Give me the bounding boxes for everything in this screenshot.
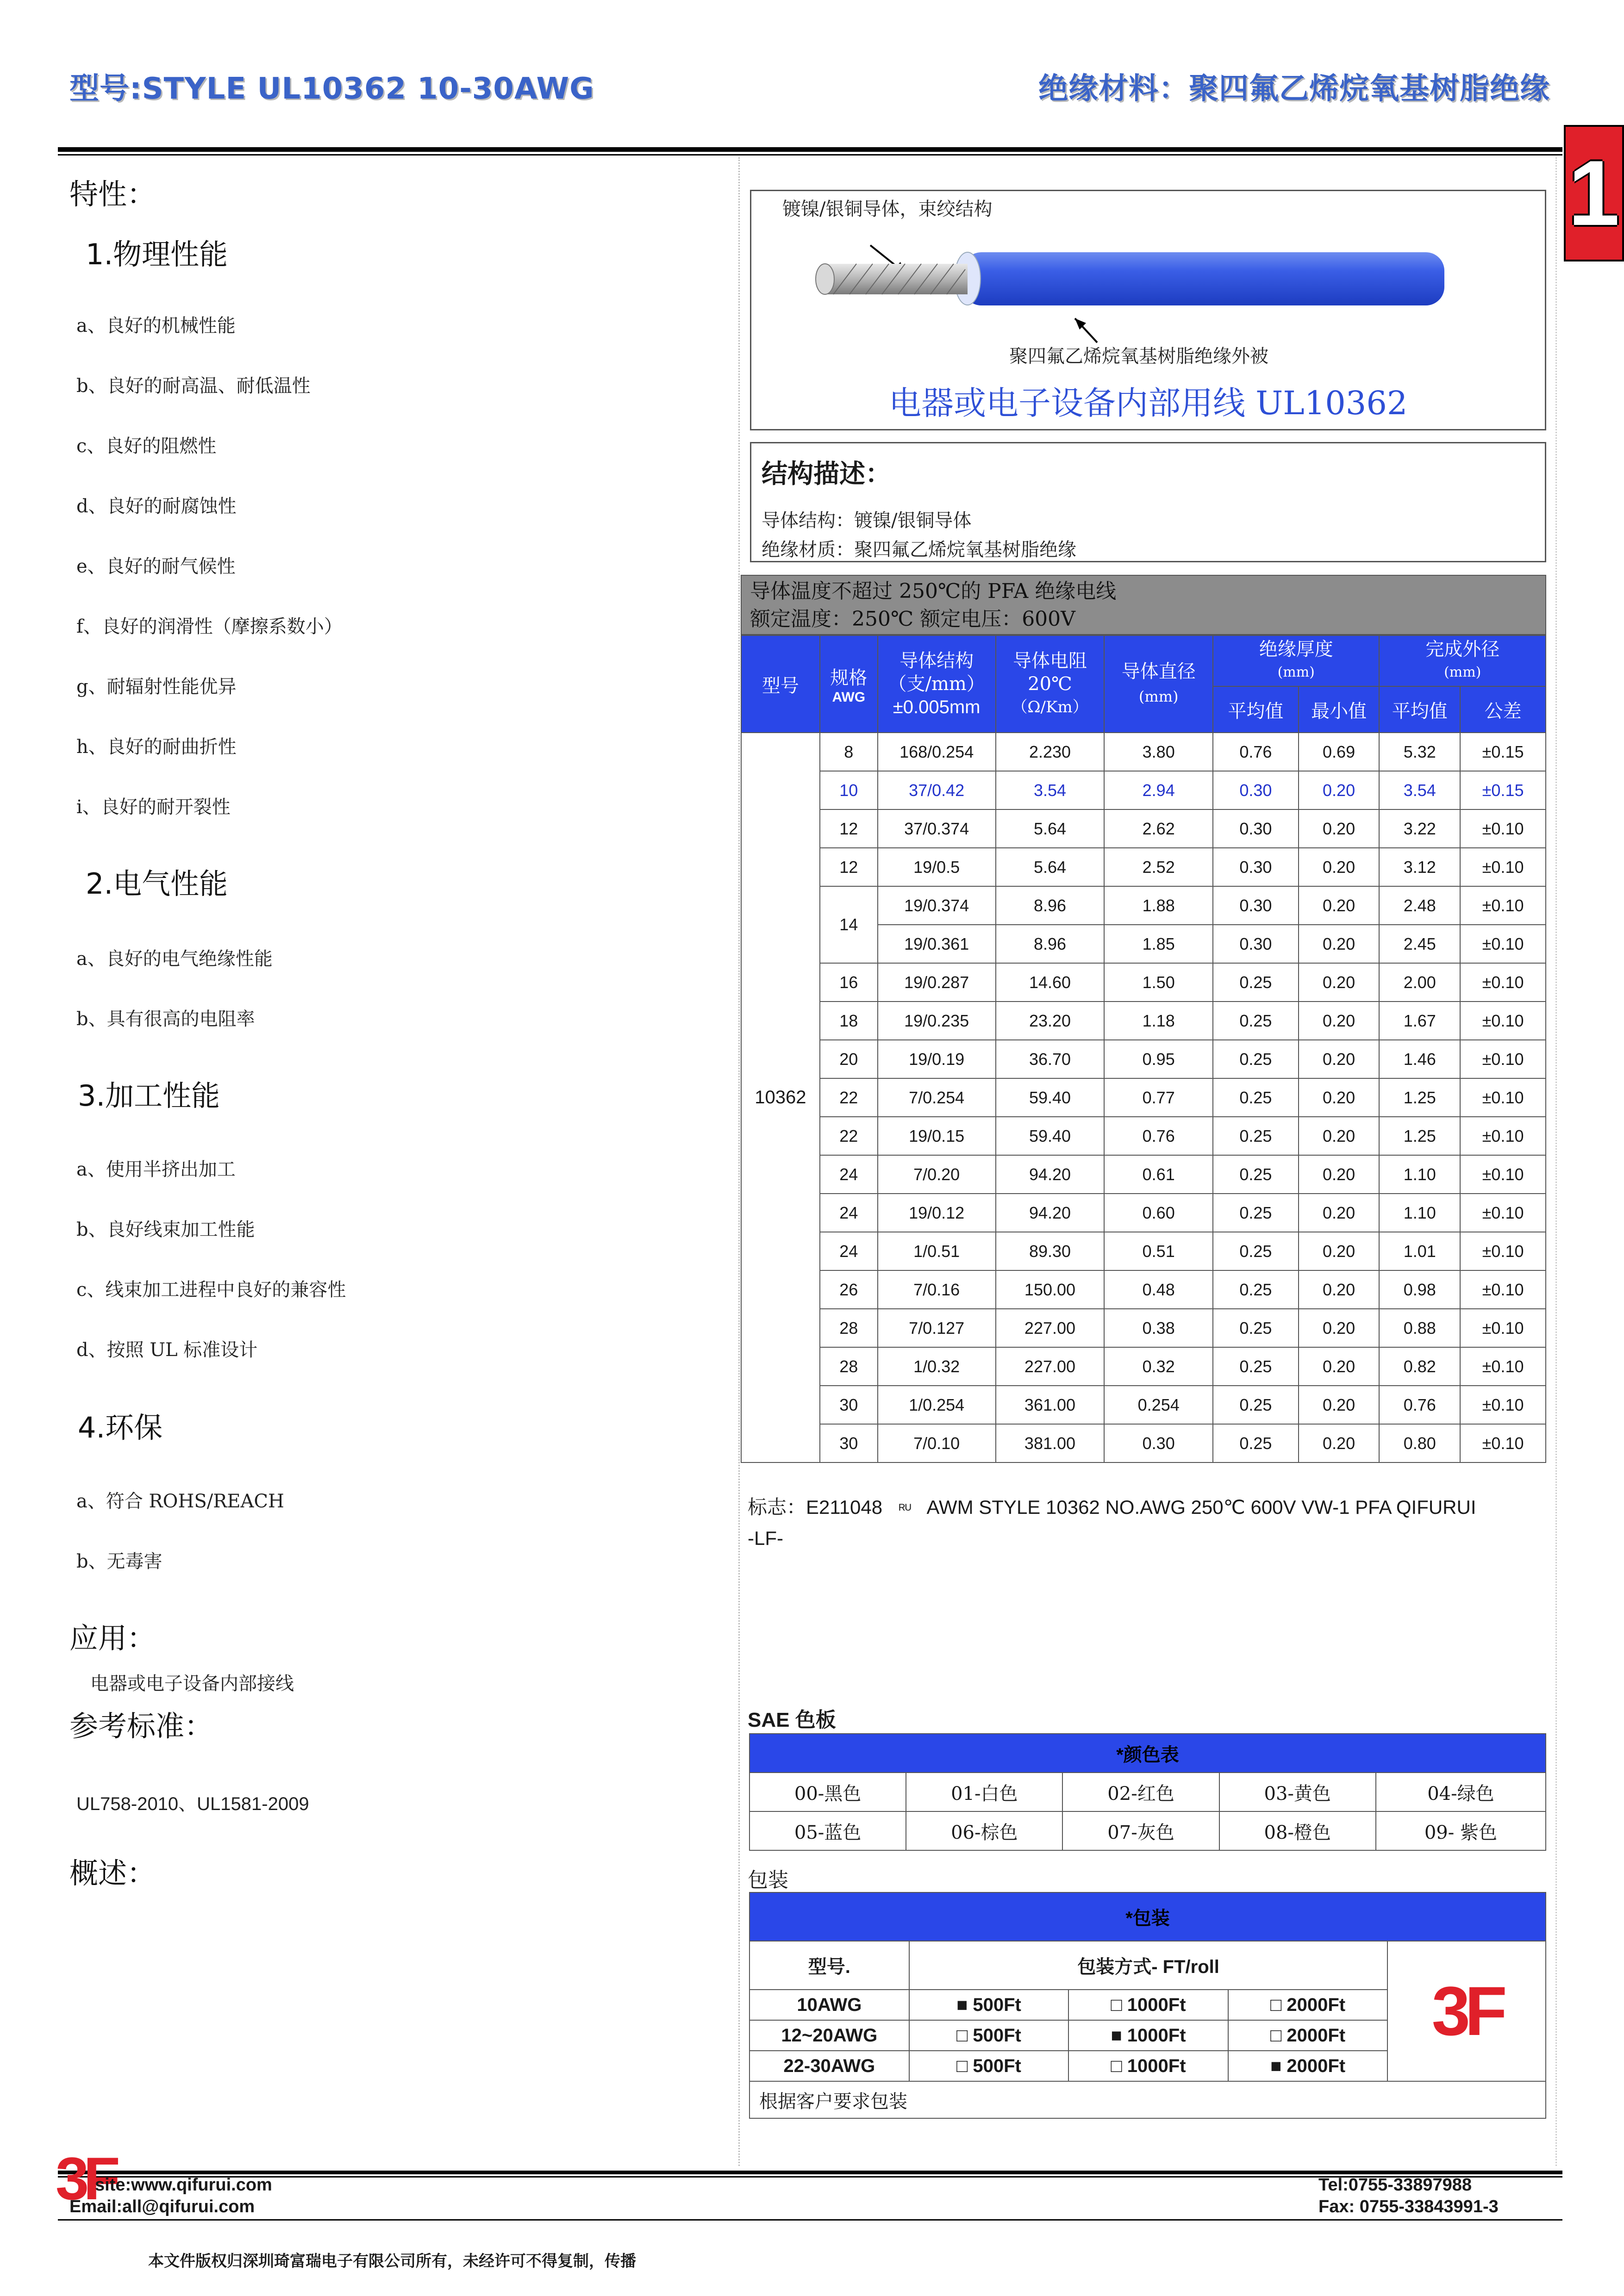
spec-cell: 0.25 <box>1213 1309 1299 1347</box>
list-item: a、符合 ROHS/REACH <box>76 1491 284 1512</box>
diagram-caption: 电器或电子设备内部用线 UL10362 <box>889 384 1408 422</box>
spec-table <box>741 635 1546 1463</box>
packaging-option: □ 500Ft <box>909 2051 1069 2081</box>
spec-cell: ±0.10 <box>1460 1309 1546 1347</box>
spec-cell: 168/0.254 <box>878 733 996 771</box>
list-item: b、良好线束加工性能 <box>76 1219 255 1240</box>
spec-cell: 0.30 <box>1213 809 1299 848</box>
spec-cell: 227.00 <box>996 1309 1105 1347</box>
page-number: 1 <box>1568 141 1620 245</box>
table-row <box>741 1194 1546 1232</box>
spec-cell: 94.20 <box>996 1155 1105 1194</box>
gauge-cell: 20 <box>820 1040 878 1078</box>
gauge-cell: 24 <box>820 1194 878 1232</box>
table-row <box>741 733 1546 771</box>
list-item: i、良好的耐开裂性 <box>76 796 231 818</box>
color-cell: 01-白色 <box>906 1773 1062 1811</box>
structure-heading: 结构描述： <box>762 459 891 489</box>
spec-cell: 0.25 <box>1213 1194 1299 1232</box>
spec-cell: ±0.10 <box>1460 1002 1546 1040</box>
spec-cell: 0.25 <box>1213 1040 1299 1078</box>
spec-cell: 361.00 <box>996 1386 1105 1424</box>
spec-cell: 0.98 <box>1379 1270 1460 1309</box>
footer-site[interactable]: site:www.qifurui.com <box>95 2175 272 2195</box>
spec-cell: 0.30 <box>1213 925 1299 963</box>
gauge-cell: 12 <box>820 848 878 886</box>
col-outer-diameter: 完成外径 (mm) <box>1379 635 1546 686</box>
application-heading: 应用： <box>69 1621 156 1655</box>
spec-banner-line2: 额定温度：250℃ 额定电压：600V <box>750 607 1075 631</box>
spec-cell: 0.20 <box>1299 1424 1380 1462</box>
spec-cell: 1.67 <box>1379 1002 1460 1040</box>
gauge-cell: 26 <box>820 1270 878 1309</box>
spec-cell: 2.00 <box>1379 963 1460 1002</box>
spec-cell: 0.20 <box>1299 1232 1380 1270</box>
right-edge-divider <box>1555 157 1557 2166</box>
page-number-badge <box>1564 125 1624 261</box>
color-cell: 03-黄色 <box>1219 1773 1376 1811</box>
table-row <box>741 1040 1546 1078</box>
spec-cell: 3.54 <box>1379 771 1460 809</box>
spec-cell: 37/0.374 <box>878 809 996 848</box>
cable-insulation <box>963 252 1444 305</box>
packaging-option: ■ 1000Ft <box>1068 2020 1228 2051</box>
spec-cell: 59.40 <box>996 1078 1105 1117</box>
gauge-cell: 30 <box>820 1386 878 1424</box>
spec-cell: 19/0.235 <box>878 1002 996 1040</box>
color-table <box>749 1733 1546 1851</box>
col-gauge: 规格 AWG <box>820 635 878 733</box>
spec-cell: 1.46 <box>1379 1040 1460 1078</box>
spec-cell: 7/0.10 <box>878 1424 996 1462</box>
footer-fax: Fax: 0755-33843991-3 <box>1318 2197 1499 2216</box>
spec-cell: 0.20 <box>1299 1194 1380 1232</box>
table-row <box>750 1773 1546 1811</box>
spec-cell: 7/0.254 <box>878 1078 996 1117</box>
conductor-label: 镀镍/银铜导体，束绞结构 <box>782 199 993 220</box>
packaging-col-model: 型号. <box>750 1941 909 1990</box>
table-row <box>741 1078 1546 1117</box>
packaging-option: □ 500Ft <box>909 2020 1069 2051</box>
color-cell: 02-红色 <box>1062 1773 1219 1811</box>
col-resistance: 导体电阻 20℃ （Ω/Km） <box>996 635 1105 733</box>
list-item: b、良好的耐高温、耐低温性 <box>76 375 311 397</box>
spec-cell: 94.20 <box>996 1194 1105 1232</box>
spec-cell: 0.20 <box>1299 1386 1380 1424</box>
spec-cell: 0.32 <box>1104 1347 1213 1386</box>
header-rule-thin <box>58 154 1562 156</box>
table-row <box>741 1386 1546 1424</box>
packaging-option: □ 1000Ft <box>1068 1990 1228 2020</box>
section-processing-title: 3.加工性能 <box>78 1079 220 1113</box>
spec-cell: 19/0.5 <box>878 848 996 886</box>
spec-banner <box>741 575 1546 635</box>
header-rule <box>58 147 1562 152</box>
spec-cell: 0.80 <box>1379 1424 1460 1462</box>
spec-cell: 0.20 <box>1299 1117 1380 1155</box>
table-row <box>741 1155 1546 1194</box>
spec-cell: 0.76 <box>1379 1386 1460 1424</box>
list-item: f、良好的润滑性（摩擦系数小） <box>76 616 343 637</box>
spec-cell: 0.48 <box>1104 1270 1213 1309</box>
column-divider <box>738 157 740 2166</box>
spec-cell: ±0.10 <box>1460 886 1546 925</box>
spec-cell: ±0.15 <box>1460 733 1546 771</box>
list-item: a、使用半挤出加工 <box>76 1159 236 1180</box>
col-ins-thickness: 绝缘厚度 (mm) <box>1213 635 1379 686</box>
spec-cell: ±0.10 <box>1460 809 1546 848</box>
footer-tel: Tel:0755-33897988 <box>1318 2175 1472 2195</box>
color-cell: 06-棕色 <box>906 1811 1062 1850</box>
features-heading: 特性： <box>69 177 156 211</box>
spec-cell: 5.64 <box>996 848 1105 886</box>
color-cell: 09- 紫色 <box>1376 1811 1546 1850</box>
spec-cell: 5.32 <box>1379 733 1460 771</box>
section-eco-title: 4.环保 <box>78 1411 163 1444</box>
spec-cell: 2.52 <box>1104 848 1213 886</box>
spec-cell: 2.230 <box>996 733 1105 771</box>
table-row <box>741 1424 1546 1462</box>
packaging-table <box>749 1892 1546 2119</box>
spec-cell: 0.76 <box>1104 1117 1213 1155</box>
spec-cell: 0.25 <box>1213 1002 1299 1040</box>
packaging-logo-cell <box>1387 1941 1546 2081</box>
spec-cell: 1.10 <box>1379 1155 1460 1194</box>
packaging-option: □ 2000Ft <box>1228 2020 1388 2051</box>
spec-cell: 0.20 <box>1299 886 1380 925</box>
spec-cell: ±0.10 <box>1460 1347 1546 1386</box>
packaging-model: 22-30AWG <box>750 2051 909 2081</box>
table-row <box>741 771 1546 809</box>
table-row <box>741 1232 1546 1270</box>
list-item: c、线束加工进程中良好的兼容性 <box>76 1279 346 1300</box>
spec-cell: 1.85 <box>1104 925 1213 963</box>
spec-cell: 0.30 <box>1213 771 1299 809</box>
spec-cell: 1/0.32 <box>878 1347 996 1386</box>
footer-rule <box>58 2171 1562 2174</box>
spec-cell: 1.50 <box>1104 963 1213 1002</box>
footer-bottom-rule <box>58 2219 1562 2221</box>
gauge-cell: 22 <box>820 1117 878 1155</box>
spec-cell: 8.96 <box>996 886 1105 925</box>
spec-banner-line1: 导体温度不超过 250℃的 PFA 绝缘电线 <box>750 579 1117 603</box>
spec-cell: 381.00 <box>996 1424 1105 1462</box>
table-row <box>741 886 1546 925</box>
spec-cell: ±0.10 <box>1460 1386 1546 1424</box>
standard-heading: 参考标准： <box>69 1709 213 1743</box>
spec-cell: 1.10 <box>1379 1194 1460 1232</box>
structure-conductor: 导体结构：镀镍/银铜导体 <box>762 510 972 531</box>
ul-mark-icon: ᴿᵁ <box>899 1502 912 1517</box>
gauge-cell: 30 <box>820 1424 878 1462</box>
list-item: b、具有很高的电阻率 <box>76 1008 255 1030</box>
color-cell: 07-灰色 <box>1062 1811 1219 1850</box>
list-item: b、无毒害 <box>76 1551 162 1572</box>
spec-cell: 0.88 <box>1379 1309 1460 1347</box>
spec-cell: 0.25 <box>1213 1232 1299 1270</box>
spec-cell: 0.25 <box>1213 1078 1299 1117</box>
spec-cell: 7/0.127 <box>878 1309 996 1347</box>
gauge-cell: 28 <box>820 1309 878 1347</box>
packaging-note: 根据客户要求包装 <box>750 2081 1546 2118</box>
spec-cell: 0.20 <box>1299 925 1380 963</box>
packaging-option: □ 2000Ft <box>1228 1990 1388 2020</box>
spec-cell: 1.88 <box>1104 886 1213 925</box>
marking-prefix: 标志：E211048 <box>748 1496 883 1518</box>
list-item: d、良好的耐腐蚀性 <box>76 496 237 517</box>
spec-cell: 0.51 <box>1104 1232 1213 1270</box>
spec-cell: 8.96 <box>996 925 1105 963</box>
spec-cell: 0.20 <box>1299 1270 1380 1309</box>
spec-cell: 0.25 <box>1213 1270 1299 1309</box>
spec-cell: ±0.10 <box>1460 1155 1546 1194</box>
spec-cell: 1.01 <box>1379 1232 1460 1270</box>
spec-cell: 1/0.51 <box>878 1232 996 1270</box>
spec-cell: ±0.10 <box>1460 1117 1546 1155</box>
spec-cell: 1.25 <box>1379 1078 1460 1117</box>
table-row <box>741 1270 1546 1309</box>
spec-cell: 0.25 <box>1213 1424 1299 1462</box>
spec-cell: 19/0.287 <box>878 963 996 1002</box>
spec-cell: 0.38 <box>1104 1309 1213 1347</box>
sae-heading: SAE 色板 <box>748 1709 836 1731</box>
spec-cell: 0.95 <box>1104 1040 1213 1078</box>
spec-cell: 0.69 <box>1299 733 1380 771</box>
insulation-arrow <box>1075 318 1097 342</box>
spec-cell: 19/0.15 <box>878 1117 996 1155</box>
spec-cell: 0.30 <box>1213 886 1299 925</box>
spec-cell: 2.45 <box>1379 925 1460 963</box>
spec-cell: 7/0.20 <box>878 1155 996 1194</box>
spec-cell: 0.77 <box>1104 1078 1213 1117</box>
color-table-title: *颜色表 <box>750 1734 1546 1773</box>
list-item: d、按照 UL 标准设计 <box>76 1339 258 1361</box>
spec-cell: 23.20 <box>996 1002 1105 1040</box>
bare-conductor <box>824 264 968 294</box>
gauge-cell: 24 <box>820 1232 878 1270</box>
spec-cell: 150.00 <box>996 1270 1105 1309</box>
packaging-model: 12~20AWG <box>750 2020 909 2051</box>
spec-cell: 0.254 <box>1104 1386 1213 1424</box>
spec-cell: 3.80 <box>1104 733 1213 771</box>
structure-insulation: 绝缘材质：聚四氟乙烯烷氧基树脂绝缘 <box>762 539 1076 560</box>
packaging-option: ■ 500Ft <box>909 1990 1069 2020</box>
spec-cell: 0.61 <box>1104 1155 1213 1194</box>
color-cell: 00-黑色 <box>750 1773 906 1811</box>
spec-cell: ±0.10 <box>1460 848 1546 886</box>
spec-cell: 0.60 <box>1104 1194 1213 1232</box>
spec-cell: 37/0.42 <box>878 771 996 809</box>
packaging-col-method: 包装方式- FT/roll <box>909 1941 1388 1990</box>
marking-text2: -LF- <box>748 1527 783 1549</box>
spec-cell: 0.20 <box>1299 1040 1380 1078</box>
spec-cell: ±0.10 <box>1460 1078 1546 1117</box>
spec-cell: 0.25 <box>1213 963 1299 1002</box>
cable-illustration <box>806 218 1463 347</box>
color-cell: 08-橙色 <box>1219 1811 1376 1850</box>
list-item: h、良好的耐曲折性 <box>76 736 237 758</box>
spec-cell: 0.25 <box>1213 1117 1299 1155</box>
gauge-cell: 16 <box>820 963 878 1002</box>
list-item: g、耐辐射性能优异 <box>76 676 237 697</box>
footer-email[interactable]: Email:all@qifurui.com <box>69 2197 255 2216</box>
spec-cell: 0.20 <box>1299 1078 1380 1117</box>
application-text: 电器或电子设备内部接线 <box>90 1673 294 1694</box>
spec-cell: 2.62 <box>1104 809 1213 848</box>
table-row <box>741 1347 1546 1386</box>
packaging-option: □ 1000Ft <box>1068 2051 1228 2081</box>
footer-logo: 3F <box>56 2145 115 2212</box>
spec-cell: 0.20 <box>1299 963 1380 1002</box>
section-electrical-title: 2.电气性能 <box>86 867 228 901</box>
spec-cell: 19/0.361 <box>878 925 996 963</box>
spec-cell: 14.60 <box>996 963 1105 1002</box>
spec-cell: 7/0.16 <box>878 1270 996 1309</box>
spec-cell: 3.12 <box>1379 848 1460 886</box>
packaging-heading: 包装 <box>748 1868 788 1892</box>
material-title: 绝缘材料：聚四氟乙烯烷氧基树脂绝缘 <box>1038 72 1550 106</box>
gauge-cell: 8 <box>820 733 878 771</box>
model-cell: 10362 <box>741 733 820 1462</box>
spec-cell: 3.54 <box>996 771 1105 809</box>
gauge-cell: 14 <box>820 886 878 963</box>
packaging-model: 10AWG <box>750 1990 909 2020</box>
spec-cell: 1/0.254 <box>878 1386 996 1424</box>
spec-cell: 1.18 <box>1104 1002 1213 1040</box>
color-cell: 05-蓝色 <box>750 1811 906 1850</box>
col-od-tol: 公差 <box>1460 686 1546 733</box>
spec-cell: ±0.10 <box>1460 1424 1546 1462</box>
spec-cell: ±0.10 <box>1460 963 1546 1002</box>
copyright-notice: 本文件版权归深圳琦富瑞电子有限公司所有，未经许可不得复制，传播 <box>148 2252 636 2271</box>
table-row <box>741 848 1546 886</box>
list-item: a、良好的电气绝缘性能 <box>76 948 273 970</box>
spec-cell: 89.30 <box>996 1232 1105 1270</box>
spec-cell: 0.20 <box>1299 1309 1380 1347</box>
spec-cell: 2.48 <box>1379 886 1460 925</box>
col-model: 型号 <box>741 635 820 733</box>
spec-cell: 19/0.374 <box>878 886 996 925</box>
table-row <box>741 963 1546 1002</box>
packaging-option: ■ 2000Ft <box>1228 2051 1388 2081</box>
spec-cell: 0.20 <box>1299 771 1380 809</box>
col-ins-avg: 平均值 <box>1213 686 1299 733</box>
company-logo: 3F <box>1431 1972 1502 2050</box>
list-item: c、良好的阻燃性 <box>76 436 217 457</box>
spec-cell: 59.40 <box>996 1117 1105 1155</box>
spec-cell: 227.00 <box>996 1347 1105 1386</box>
spec-cell: ±0.15 <box>1460 771 1546 809</box>
spec-cell: 0.25 <box>1213 1347 1299 1386</box>
col-od-avg: 平均值 <box>1379 686 1460 733</box>
color-cell: 04-绿色 <box>1376 1773 1546 1811</box>
packaging-table-title: *包装 <box>750 1892 1546 1941</box>
spec-cell: 0.20 <box>1299 809 1380 848</box>
gauge-cell: 18 <box>820 1002 878 1040</box>
spec-cell: 1.25 <box>1379 1117 1460 1155</box>
col-diameter: 导体直径 (mm) <box>1104 635 1213 733</box>
spec-cell: 0.20 <box>1299 848 1380 886</box>
marking-line <box>748 1493 1549 1553</box>
spec-cell: ±0.10 <box>1460 1232 1546 1270</box>
spec-cell: 19/0.12 <box>878 1194 996 1232</box>
table-row <box>741 809 1546 848</box>
spec-cell: 3.22 <box>1379 809 1460 848</box>
spec-cell: 0.76 <box>1213 733 1299 771</box>
table-row <box>750 1811 1546 1850</box>
model-title: 型号:STYLE UL10362 10-30AWG <box>69 72 594 106</box>
insulation-label: 聚四氟乙烯烷氧基树脂绝缘外被 <box>1009 346 1268 367</box>
col-strand: 导体结构 （支/mm） ±0.005mm <box>878 635 996 733</box>
spec-cell: ±0.10 <box>1460 1194 1546 1232</box>
col-ins-min: 最小值 <box>1299 686 1380 733</box>
spec-cell: 0.20 <box>1299 1002 1380 1040</box>
spec-cell: 0.25 <box>1213 1386 1299 1424</box>
gauge-cell: 22 <box>820 1078 878 1117</box>
section-physical-title: 1.物理性能 <box>86 237 228 271</box>
spec-cell: 0.25 <box>1213 1155 1299 1194</box>
gauge-cell: 28 <box>820 1347 878 1386</box>
table-row <box>741 1002 1546 1040</box>
overview-heading: 概述： <box>69 1856 156 1890</box>
spec-cell: 0.30 <box>1213 848 1299 886</box>
spec-cell: ±0.10 <box>1460 925 1546 963</box>
list-item: a、良好的机械性能 <box>76 315 236 336</box>
spec-cell: ±0.10 <box>1460 1040 1546 1078</box>
spec-cell: 36.70 <box>996 1040 1105 1078</box>
conductor-end <box>816 264 834 294</box>
gauge-cell: 10 <box>820 771 878 809</box>
spec-cell: 0.82 <box>1379 1347 1460 1386</box>
spec-cell: 0.20 <box>1299 1155 1380 1194</box>
spec-cell: 5.64 <box>996 809 1105 848</box>
spec-cell: 19/0.19 <box>878 1040 996 1078</box>
spec-cell: 2.94 <box>1104 771 1213 809</box>
list-item: e、良好的耐气候性 <box>76 556 236 577</box>
marking-text: AWM STYLE 10362 NO.AWG 250℃ 600V VW-1 PFA QIFURUI <box>926 1496 1476 1518</box>
spec-cell: 0.20 <box>1299 1347 1380 1386</box>
standard-text: UL758-2010、UL1581-2009 <box>76 1794 309 1814</box>
spec-cell: 0.30 <box>1104 1424 1213 1462</box>
spec-cell: ±0.10 <box>1460 1270 1546 1309</box>
gauge-cell: 12 <box>820 809 878 848</box>
table-row <box>741 1309 1546 1347</box>
table-row <box>741 1117 1546 1155</box>
gauge-cell: 24 <box>820 1155 878 1194</box>
